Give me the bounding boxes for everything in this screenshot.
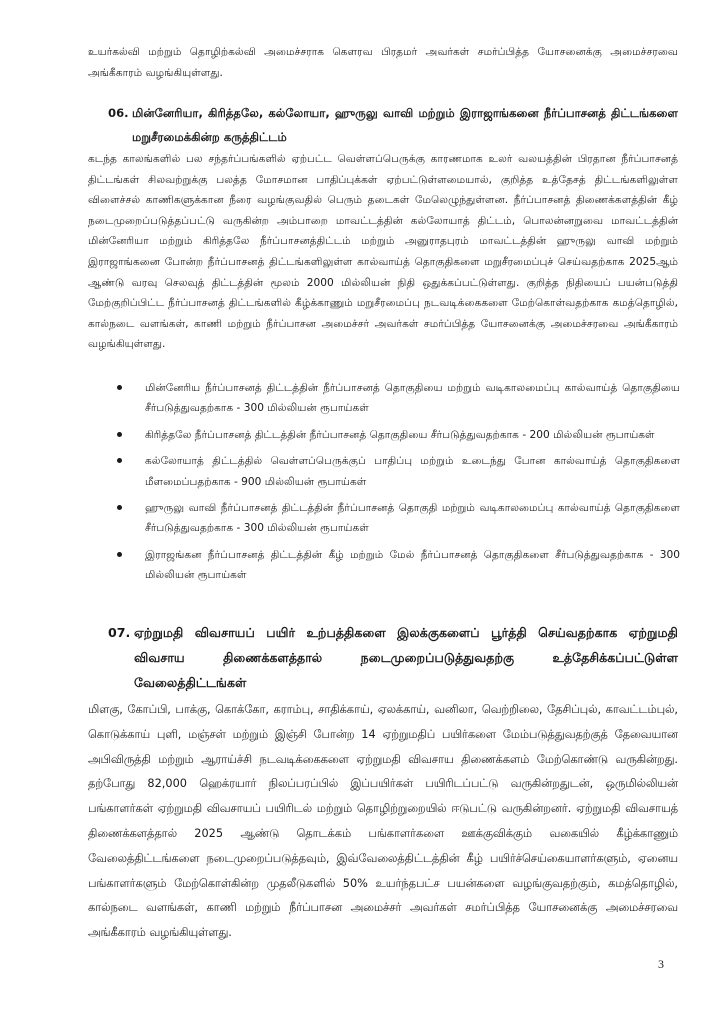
bullet-item <box>112 451 680 492</box>
bullet-text: மின்னேரிய நீர்ப்பாசனத் திட்டத்தின் நீர்ப்பாசனத் தொகுதியை மற்றும் வடிகாலமைப்பு கால்வாய்த் தொகுதியை சீர்படுத்துவதற்காக - 300 மில்லியன் ரூபாய்கள் <box>145 382 680 415</box>
bullet-icon <box>117 385 122 390</box>
section-06-title: மின்னேரியா, கிரித்தலே, கல்லோயா, ஹுருலு வாவி மற்றும் இராஜாங்கனை நீர்ப்பாசனத் திட்டங்களை மறுசீரமைக்கின்ற கருத்திட்டம் <box>132 106 678 144</box>
section-07-heading <box>108 620 678 695</box>
bullet-icon <box>117 505 122 510</box>
bullet-text: இராஜங்கன நீர்ப்பாசனத் திட்டத்தின் கீழ் மற்றும் மேல் நீர்ப்பாசனத் தொகுதிகளை சீர்படுத்துவதற்காக - 300 மில்லியன் ரூபாய்கள் <box>145 548 680 582</box>
bullet-item <box>112 545 680 586</box>
section-07-title: ஏற்றுமதி விவசாயப் பயிர் உற்பத்திகளை இலக்குகளைப் பூர்த்தி செய்வதற்காக ஏற்றுமதி விவசாய திணைக்களத்தால் நடைமுறைப்படுத்துவதற்கு உத்தேசிக்கப்பட்டுள்ள வேலைத்திட்டங்கள் <box>134 625 678 690</box>
bullet-icon <box>117 458 122 463</box>
bullet-icon <box>117 552 122 557</box>
section-06-number: 06. <box>108 106 129 120</box>
bullet-text: ஹுருலு வாவி நீர்ப்பாசனத் திட்டத்தின் நீர்ப்பாசனத் தொகுதி மற்றும் வடிகாலமைப்பு கால்வாய்த் தொகுதிகளை சீர்படுத்துவதற்காக - 300 மில்லியன் ரூபாய்கள் <box>145 502 680 535</box>
intro-paragraph: உயர்கல்வி மற்றும் தொழிற்கல்வி அமைச்சராக கௌரவ பிரதமர் அவர்கள் சமர்ப்பித்த யோசனைக்கு அமைச்சரவை அங்கீகாரம் வழங்கியுள்ளது. <box>88 46 678 79</box>
section-07-body: மிளகு, கோப்பி, பாக்கு, கொக்கோ, கராம்பு, சாதிக்காய், ஏலக்காய், வனிலா, வெற்றிலை, தேசிப்புல், காவட்டம்புல், கொடுக்காய் புளி, மஞ்சள் மற்றும் இஞ்சி போன்ற 14 ஏற்றுமதிப் பயிர்களை மேம்படுத்துவதற்குத் தேவையான அபிவிருத்தி மற்றும் ஆராய்ச்சி நடவடிக்கைகளை ஏற்றுமதி விவசாய திணைக்களம் மேற்கொண்டு வருகின்றது. தற்போது 82,000 ஹெக்ரயார் நிலப்பரப்பில் இப்பயிர்கள் பயிரிடப்பட்டு வருகின்றதுடன், ஒருமில்லியன் பங்காளர்கள் ஏற்றுமதி விவசாயப் பயிரிடல் மற்றும் தொழிற்றுறையில் ஈடுபட்டு வருகின்றனர். ஏற்றுமதி விவசாயத் திணைக்களத்தால் 2025 ஆண்டு தொடக்கம் பங்காளர்களை ஊக்குவிக்கும் வகையில் கீழ்க்காணும் வேலைத்திட்டங்களை நடைமுறைப்படுத்தவும், இவ்வேலைத்திட்டத்தின் கீழ் பயிர்ச்செய்கையாளர்களும், ஏனைய பங்காளர்களும் மேற்கொள்கின்ற முதலீடுகளில் 50% உயர்ந்தபட்ச பயன்களை வழங்குவதற்கும், கமத்தொழில், கால்நடை வளங்கள், காணி மற்றும் நீர்ப்பாசன அமைச்சர் அவர்கள் சமர்ப்பித்த யோசனைக்கு அமைச்சரவை அங்கீகாரம் வழங்கியுள்ளது. <box>88 703 678 940</box>
page-number: 3 <box>658 957 664 971</box>
bullet-item <box>112 498 680 539</box>
bullet-item <box>112 425 680 445</box>
bullet-item <box>112 378 680 419</box>
section-07-number: 07. <box>108 625 131 640</box>
section-06-heading <box>108 101 678 149</box>
bullet-text: கிரித்தலே நீர்ப்பாசனத் திட்டத்தின் நீர்ப்பாசனத் தொகுதியை சீர்படுத்துவதற்காக - 200 மில்லியன் ரூபாய்கள் <box>145 428 655 441</box>
section-06-body: கடந்த காலங்களில் பல சந்தர்ப்பங்களில் ஏற்பட்ட வெள்ளப்பெருக்கு காரணமாக உலர் வலயத்தின் பிரதான நீர்ப்பாசனத் திட்டங்கள் சிலவற்றுக்கு பலத்த மோசமான பாதிப்புக்கள் ஏற்பட்டுள்ளமையால், குறித்த உத்தேசத் திட்டங்களிலுள்ள விளைச்சல் காணிகளுக்கான நீரை வழங்குவதில் பெரும் தடைகள் மேலெழுந்துள்ளன. நீர்ப்பாசனத் திணைக்களத்தின் கீழ் நடைமுறைப்படுத்தப்பட்டு வருகின்ற அம்பாறை மாவட்டத்தின் கல்லோயாத் திட்டம், பொலன்னறுவை மாவட்டத்தின் மின்னேரியா மற்றும் கிரித்தலே நீர்ப்பாசனத்திட்டம் மற்றும் அனுராதபுரம் மாவட்டத்தின் ஹுருலு வாவி மற்றும் இராஜாங்கனை போன்ற நீர்ப்பாசனத் திட்டங்களிலுள்ள கால்வாய்த் தொகுதிகளை மறுசீரமைப்புச் செய்வதற்காக 2025ஆம் ஆண்டு வரவு செலவுத் திட்டத்தின் மூலம் 2000 மில்லியன் நிதி ஒதுக்கப்பட்டுள்ளது. குறித்த நிதியைப் பயன்படுத்தி மேற்குறிப்பிட்ட நீர்ப்பாசனத் திட்டங்களில் கீழ்க்காணும் மறுசீரமைப்பு நடவடிக்கைகளை மேற்கொள்வதற்காக கமத்தொழில், கால்நடை வளங்கள், காணி மற்றும் நீர்ப்பாசன அமைச்சர் அவர்கள் சமர்ப்பித்த யோசனைக்கு அமைச்சரவை அங்கீகாரம் வழங்கியுள்ளது. <box>88 153 678 351</box>
bullet-text: கல்லோயாத் திட்டத்தில் வெள்ளப்பெருக்குப் பாதிப்பு மற்றும் உடைந்து போன கால்வாய்த் தொகுதிகளை மீளமைப்பதற்காக - 900 மில்லியன் ரூபாய்கள் <box>145 455 680 488</box>
bullet-icon <box>117 432 122 437</box>
section-06-bullet-list <box>112 378 680 592</box>
